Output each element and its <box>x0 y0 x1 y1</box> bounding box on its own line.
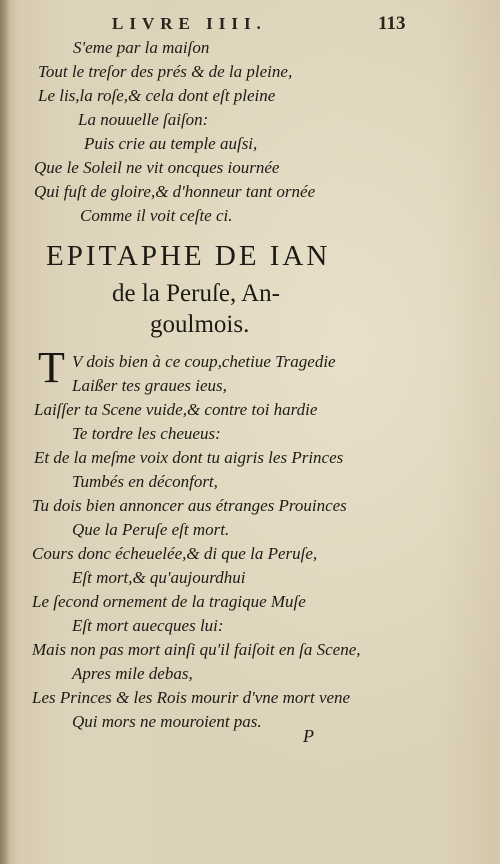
verse-line: Le ſecond ornement de la tragique Muſe <box>32 592 306 611</box>
verse-line: Que la Peruſe eſt mort. <box>72 520 230 539</box>
verse-line: Qui mors ne mouroient pas. <box>72 712 262 731</box>
verse-line: Qui fuſt de gloire,& d'honneur tant ornée <box>34 182 316 201</box>
verse-line: Cours donc écheuelée,& di que la Peruſe, <box>32 544 318 563</box>
verse-line: S'eme par la maiſon <box>73 38 210 57</box>
catchword: P <box>303 726 314 746</box>
verse-line: Laiſſer ta Scene vuide,& contre toi hardie <box>34 400 318 419</box>
verse-line: Tumbés en déconfort, <box>72 472 218 491</box>
top-verse <box>0 36 500 228</box>
epitaph-verse <box>0 350 500 734</box>
verse-line: Le lis,la roſe,& cela dont eſt pleine <box>38 86 276 105</box>
title-line-1: EPITAPHE DE IAN <box>46 240 331 272</box>
verse-line: Que le Soleil ne vit oncques iournée <box>34 158 280 177</box>
verse-line: Laißer tes graues ieus, <box>72 376 227 395</box>
verse-line: Eſt mort,& qu'aujourdhui <box>72 568 246 587</box>
verse-line: La nouuelle ſaiſon: <box>78 110 209 129</box>
page-header <box>0 14 500 38</box>
verse-line: Et de la meſme voix dont tu aigris les Princes <box>34 448 344 467</box>
verse-line: Puis crie au temple auſsi, <box>84 134 258 153</box>
verse-line: Tu dois bien annoncer aus étranges Prouinces <box>32 496 347 515</box>
drop-cap: T <box>38 343 65 392</box>
verse-line: Les Princes & les Rois mourir d'vne mort vene <box>32 688 351 707</box>
title-line-2: de la Peruſe, An- <box>112 280 281 307</box>
running-head: LIVRE IIII. <box>112 14 267 33</box>
verse-line: Mais non pas mort ainſi qu'il faiſoit en ſa Scene, <box>32 640 361 659</box>
verse-line: Tout le treſor des prés & de la pleine, <box>38 62 293 81</box>
verse-line: Te tordre les cheueus: <box>72 424 221 443</box>
verse-line: Eſt mort auecques lui: <box>72 616 224 635</box>
title-line-3: goulmois. <box>150 311 250 338</box>
verse-line: V dois bien à ce coup,chetiue Tragedie <box>72 352 336 371</box>
page-number: 113 <box>378 13 406 34</box>
verse-line: Apres mile debas, <box>72 664 193 683</box>
verse-line: Comme il voit ceſte ci. <box>80 206 233 225</box>
